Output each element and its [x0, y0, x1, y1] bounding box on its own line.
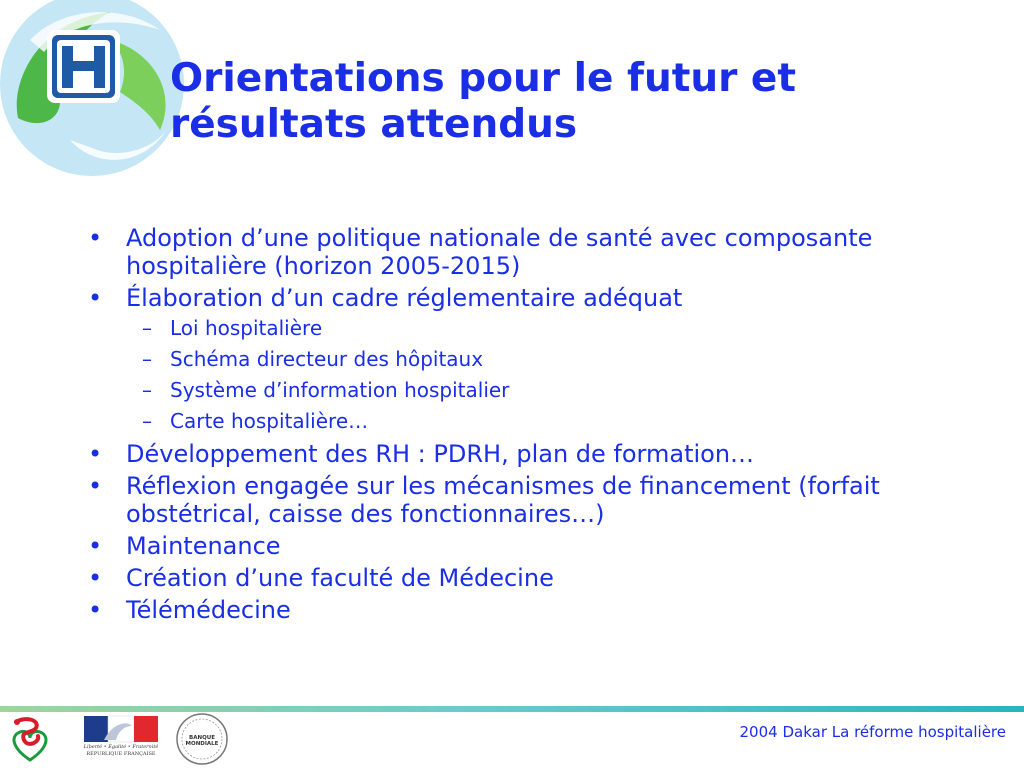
bullet-item: [86, 224, 986, 280]
bullet-marker: •: [88, 596, 103, 624]
banque-mondiale-seal-icon: [172, 712, 232, 766]
republique-name: RÉPUBLIQUE FRANÇAISE: [86, 751, 156, 757]
dash-marker: –: [142, 347, 152, 371]
dash-marker: –: [142, 316, 152, 340]
republique-francaise-logo-icon: [82, 714, 160, 764]
bullet-text: Schéma directeur des hôpitaux: [170, 347, 484, 371]
bullet-marker: •: [88, 564, 103, 592]
bullet-item: [86, 564, 986, 592]
bullet-marker: •: [88, 440, 103, 468]
bullet-text: Réflexion engagée sur les mécanismes de financement (forfait obstétrical, caisse des fonctionnaires…): [126, 472, 880, 528]
footer-text: 2004 Dakar La réforme hospitalière: [739, 723, 1006, 741]
bullet-item: [86, 596, 986, 624]
slide-title-line-1: Orientations pour le futur et: [170, 56, 797, 101]
bullet-text: Création d’une faculté de Médecine: [126, 564, 554, 592]
slide-title: [170, 56, 1000, 148]
bullet-item: [86, 472, 986, 528]
bullet-text: Adoption d’une politique nationale de santé avec composante hospitalière (horizon 2005-2015): [126, 224, 873, 280]
sub-bullet-item: [142, 378, 986, 402]
bullet-marker: •: [88, 284, 103, 312]
footer-divider: [0, 706, 1024, 712]
bullet-item: [86, 284, 986, 312]
sub-bullet-item: [142, 316, 986, 340]
bullet-marker: •: [88, 472, 103, 500]
bullet-list: [86, 224, 986, 628]
bullet-text: Système d’information hospitalier: [170, 378, 510, 402]
sub-bullet-item: [142, 409, 986, 433]
bullet-text: Élaboration d’un cadre réglementaire adéquat: [126, 284, 683, 312]
dash-marker: –: [142, 378, 152, 402]
bullet-text: Carte hospitalière…: [170, 409, 369, 433]
bullet-text: Télémédecine: [126, 596, 291, 624]
slide-title-line-2: résultats attendus: [170, 102, 578, 147]
bullet-marker: •: [88, 224, 103, 252]
hospital-globe-logo-icon: [0, 0, 190, 180]
republique-motto: Liberté • Égalité • Fraternité: [83, 744, 159, 750]
senegal-snake-logo-icon: [6, 712, 54, 764]
bullet-item: [86, 440, 986, 468]
banque-mondiale-label: BANQUE MONDIALE: [185, 735, 219, 747]
bullet-text: Loi hospitalière: [170, 316, 323, 340]
bullet-item: [86, 532, 986, 560]
sub-bullet-item: [142, 347, 986, 371]
bullet-marker: •: [88, 532, 103, 560]
bullet-text: Développement des RH : PDRH, plan de formation…: [126, 440, 755, 468]
bullet-text: Maintenance: [126, 532, 281, 560]
dash-marker: –: [142, 409, 152, 433]
